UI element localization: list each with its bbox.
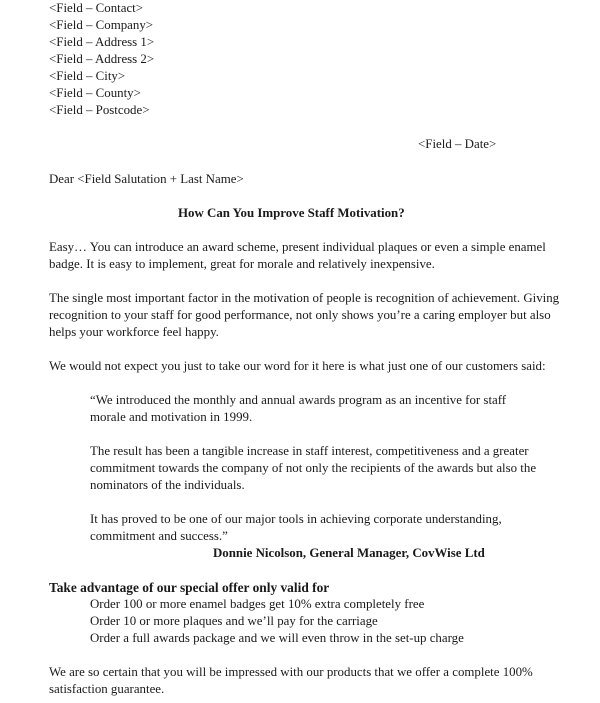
address-company: <Field – Company> <box>49 18 154 32</box>
offer-item: Order 100 or more enamel badges get 10% extra completely free <box>90 597 425 611</box>
quote-attribution: Donnie Nicolson, General Manager, CovWise Ltd <box>213 546 485 560</box>
address-line-2: <Field – Address 2> <box>49 52 155 66</box>
paragraph-guarantee: We are so certain that you will be impressed with our products that we offer a complete 100% satisfaction guarantee. <box>49 665 533 696</box>
address-city: <Field – City> <box>49 69 126 83</box>
offer-heading: Take advantage of our special offer only valid for <box>49 580 330 595</box>
letter-heading: How Can You Improve Staff Motivation? <box>178 206 405 220</box>
offer-item: Order a full awards package and we will even throw in the set-up charge <box>90 631 464 645</box>
quote-paragraph-3: It has proved to be one of our major tools in achieving corporate understanding, commitment and success.” <box>90 512 502 543</box>
address-county: <Field – County> <box>49 86 141 100</box>
paragraph-testimonial-intro: We would not expect you just to take our word for it here is what just one of our customers said: <box>49 359 546 373</box>
offer-item: Order 10 or more plaques and we’ll pay for the carriage <box>90 614 378 628</box>
address-contact: <Field – Contact> <box>49 1 144 15</box>
paragraph-intro: Easy… You can introduce an award scheme, present individual plaques or even a simple enamel badge. It is easy to implement, great for morale and relatively inexpensive. <box>49 240 546 271</box>
quote-paragraph-2: The result has been a tangible increase in staff interest, competitiveness and a greater commitment towards the company of not only the recipients of the awards but also the nominators of the individuals. <box>90 444 537 492</box>
quote-paragraph-1: “We introduced the monthly and annual awards program as an incentive for staff morale and motivation in 1999. <box>90 393 507 424</box>
paragraph-recognition: The single most important factor in the motivation of people is recognition of achievement. Giving recognition to your staff for good performance, not only shows you’re a caring employer but also helps your workforce feel happy. <box>49 291 560 339</box>
letter-date: <Field – Date> <box>418 137 497 151</box>
salutation: Dear <Field Salutation + Last Name> <box>49 172 244 186</box>
address-postcode: <Field – Postcode> <box>49 103 150 117</box>
address-line-1: <Field – Address 1> <box>49 35 155 49</box>
